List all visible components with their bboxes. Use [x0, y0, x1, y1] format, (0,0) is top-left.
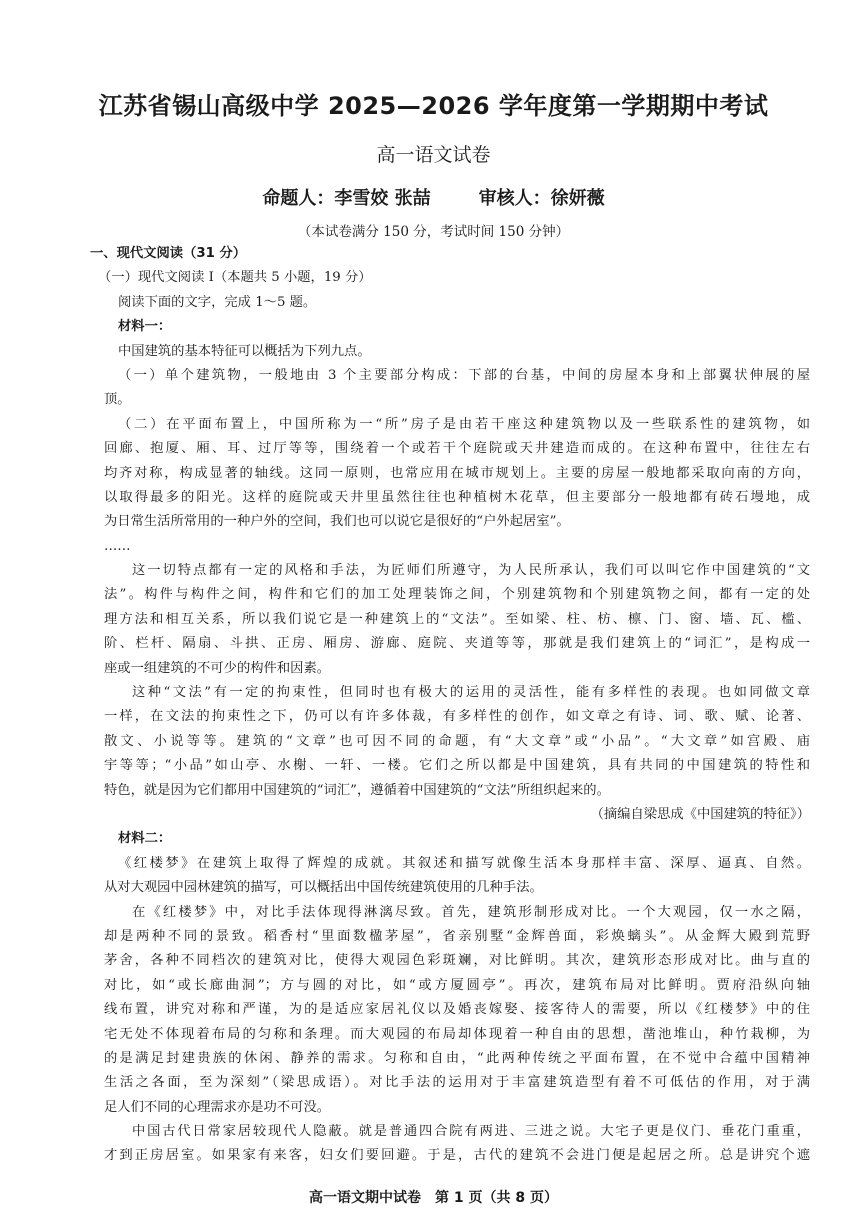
m2-line: 却是两种不同的景致。稻香村“里面数楹茅屋”，省亲别墅“金辉兽面，彩焕螭头”。从金辉大殿到荒野	[104, 928, 810, 944]
m1-line: （一）单个建筑物，一般地由 3 个主要部分构成：下部的台基，中间的房屋本身和上部翼状伸展的屋	[118, 367, 810, 383]
exam-note: （本试卷满分 150 分，考试时间 150 分钟）	[297, 224, 570, 240]
authors-line	[0, 184, 867, 210]
m1-line: 顶。	[104, 392, 131, 408]
m1-line: 散文、小说等等。建筑的“文章”也可因不同的命题，有“大文章”或“小品”。“大文章”如宫殿、庙	[104, 733, 810, 749]
m1-line: 宇等等；“小品”如山亭、水榭、一轩、一楼。它们之所以都是中国建筑，具有共同的中国建筑的特性和	[104, 758, 810, 774]
instruction: 阅读下面的文字，完成 1～5 题。	[118, 294, 317, 310]
m2-line: 才到正房居室。如果家有来客，妇女们要回避。于是，古代的建筑不会进门便是起居之所。总是讲究个遮	[104, 1148, 810, 1164]
exam-title: 江苏省锡山高级中学 2025—2026 学年度第一学期期中考试	[98, 92, 769, 120]
m1-line: 阶、栏杆、隔扇、斗拱、正房、厢房、游廊、庭院、夹道等等，那就是我们建筑上的“词汇”，是构成一	[104, 636, 810, 652]
sub1-heading: （一）现代文阅读 I（本题共 5 小题，19 分）	[98, 270, 372, 286]
material1-heading: 材料一：	[118, 319, 172, 335]
reviewer-label: 审核人：徐妍薇	[478, 188, 605, 209]
exam-body	[90, 242, 810, 1169]
m1-line: 法”。构件与构件之间，构件和它们的加工处理装饰之间，个别建筑物和个别建筑物之间，都有一定的处	[104, 587, 810, 603]
m2-line: 线布置，讲究对称和严谨，为的是适应家居礼仪以及婚丧嫁娶、接客待人的需要，所以《红楼梦》中的住	[104, 1002, 810, 1018]
m1-line: 以取得最多的阳光。这样的庭院或天井里虽然往往也种植树木花草，但主要部分一般地都有砖石墁地，成	[104, 489, 810, 505]
m1-line: 这一切特点都有一定的风格和手法，为匠师们所遵守，为人民所承认，我们可以叫它作中国建筑的“文	[132, 563, 810, 579]
exam-subtitle: 高一语文试卷	[376, 144, 491, 166]
m1-line: 一样，在文法的拘束性之下，仍可以有许多体裁，有多样性的创作，如文章之有诗、词、歌、赋、论著、	[104, 709, 810, 725]
setter-label: 命题人：李雪姣 张喆	[262, 188, 431, 209]
m2-line: 《红楼梦》在建筑上取得了辉煌的成就。其叙述和描写就像生活本身那样丰富、深厚、逼真、自然。	[118, 855, 810, 871]
m1-line: 均齐对称，构成显著的轴线。这同一原则，也常应用在城市规划上。主要的房屋一般地都采取向南的方向，	[104, 465, 810, 481]
m2-line: 对比，如“或长廊曲洞”；方与圆的对比，如“或方厦圆亭”。再次，建筑布局对比鲜明。贾府沿纵向轴	[104, 977, 810, 993]
m1-source: （摘编自梁思成《中国建筑的特征》）	[590, 806, 810, 822]
page-footer: 高一语文期中试卷 第 1 页（共 8 页）	[309, 1190, 558, 1206]
m2-line: 茅舍，各种不同档次的建筑对比，使得大观园色彩斑斓，对比鲜明。其次，建筑形态形成对比。曲与直的	[104, 953, 810, 969]
m2-line: 中国古代日常家居较现代人隐蔽。就是普通四合院有两进、三进之说。大宅子更是仪门、垂花门重重，	[132, 1124, 810, 1140]
m2-line: 的是满足封建贵族的休闲、静养的需求。匀称和自由，“此两种传统之平面布置，在不觉中合蕴中国精神	[104, 1050, 810, 1066]
m2-line: 从对大观园中园林建筑的描写，可以概括出中国传统建筑使用的几种手法。	[104, 880, 543, 896]
m2-line: 生活之各面，至为深刻”（梁思成语）。对比手法的运用对于丰富建筑造型有着不可低估的作用，对于满	[104, 1075, 810, 1091]
m2-line: 宅无处不体现着布局的匀称和条理。而大观园的布局却体现着一种自由的思想，凿池堆山，种竹栽柳，为	[104, 1026, 810, 1042]
m1-line: 座或一组建筑的不可少的构件和因素。	[104, 660, 331, 676]
m1-line: 这种“文法”有一定的拘束性，但同时也有极大的运用的灵活性，能有多样性的表现。也如同做文章	[132, 685, 810, 701]
m1-line: （二）在平面布置上，中国所称为一“所”房子是由若干座这种建筑物以及一些联系性的建筑物，如	[118, 416, 810, 432]
material2-heading: 材料二：	[118, 831, 172, 847]
m1-ellipsis: ……	[104, 538, 131, 554]
m1-line: 为日常生活所常用的一种户外的空间，我们也可以说它是很好的“户外起居室”。	[104, 514, 570, 530]
m1-line: 理方法和相互关系，所以我们说它是一种建筑上的“文法”。至如梁、柱、枋、檩、门、窗、墙、瓦、槛、	[104, 611, 810, 627]
m1-line: 特色，就是因为它们都用中国建筑的“词汇”，遵循着中国建筑的“文法”所组织起来的。	[104, 782, 610, 798]
m2-line: 在《红楼梦》中，对比手法体现得淋漓尽致。首先，建筑形制形成对比。一个大观园，仅一水之隔，	[132, 904, 810, 920]
m1-line: 回廊、抱厦、厢、耳、过厅等等，围绕着一个或若干个庭院或天井建造而成的。在这种布置中，往往左右	[104, 441, 810, 457]
m2-line: 足人们不同的心理需求亦是功不可没。	[104, 1099, 331, 1115]
m1-line: 中国建筑的基本特征可以概括为下列九点。	[118, 343, 371, 359]
part1-heading: 一、现代文阅读（31 分）	[90, 246, 247, 261]
